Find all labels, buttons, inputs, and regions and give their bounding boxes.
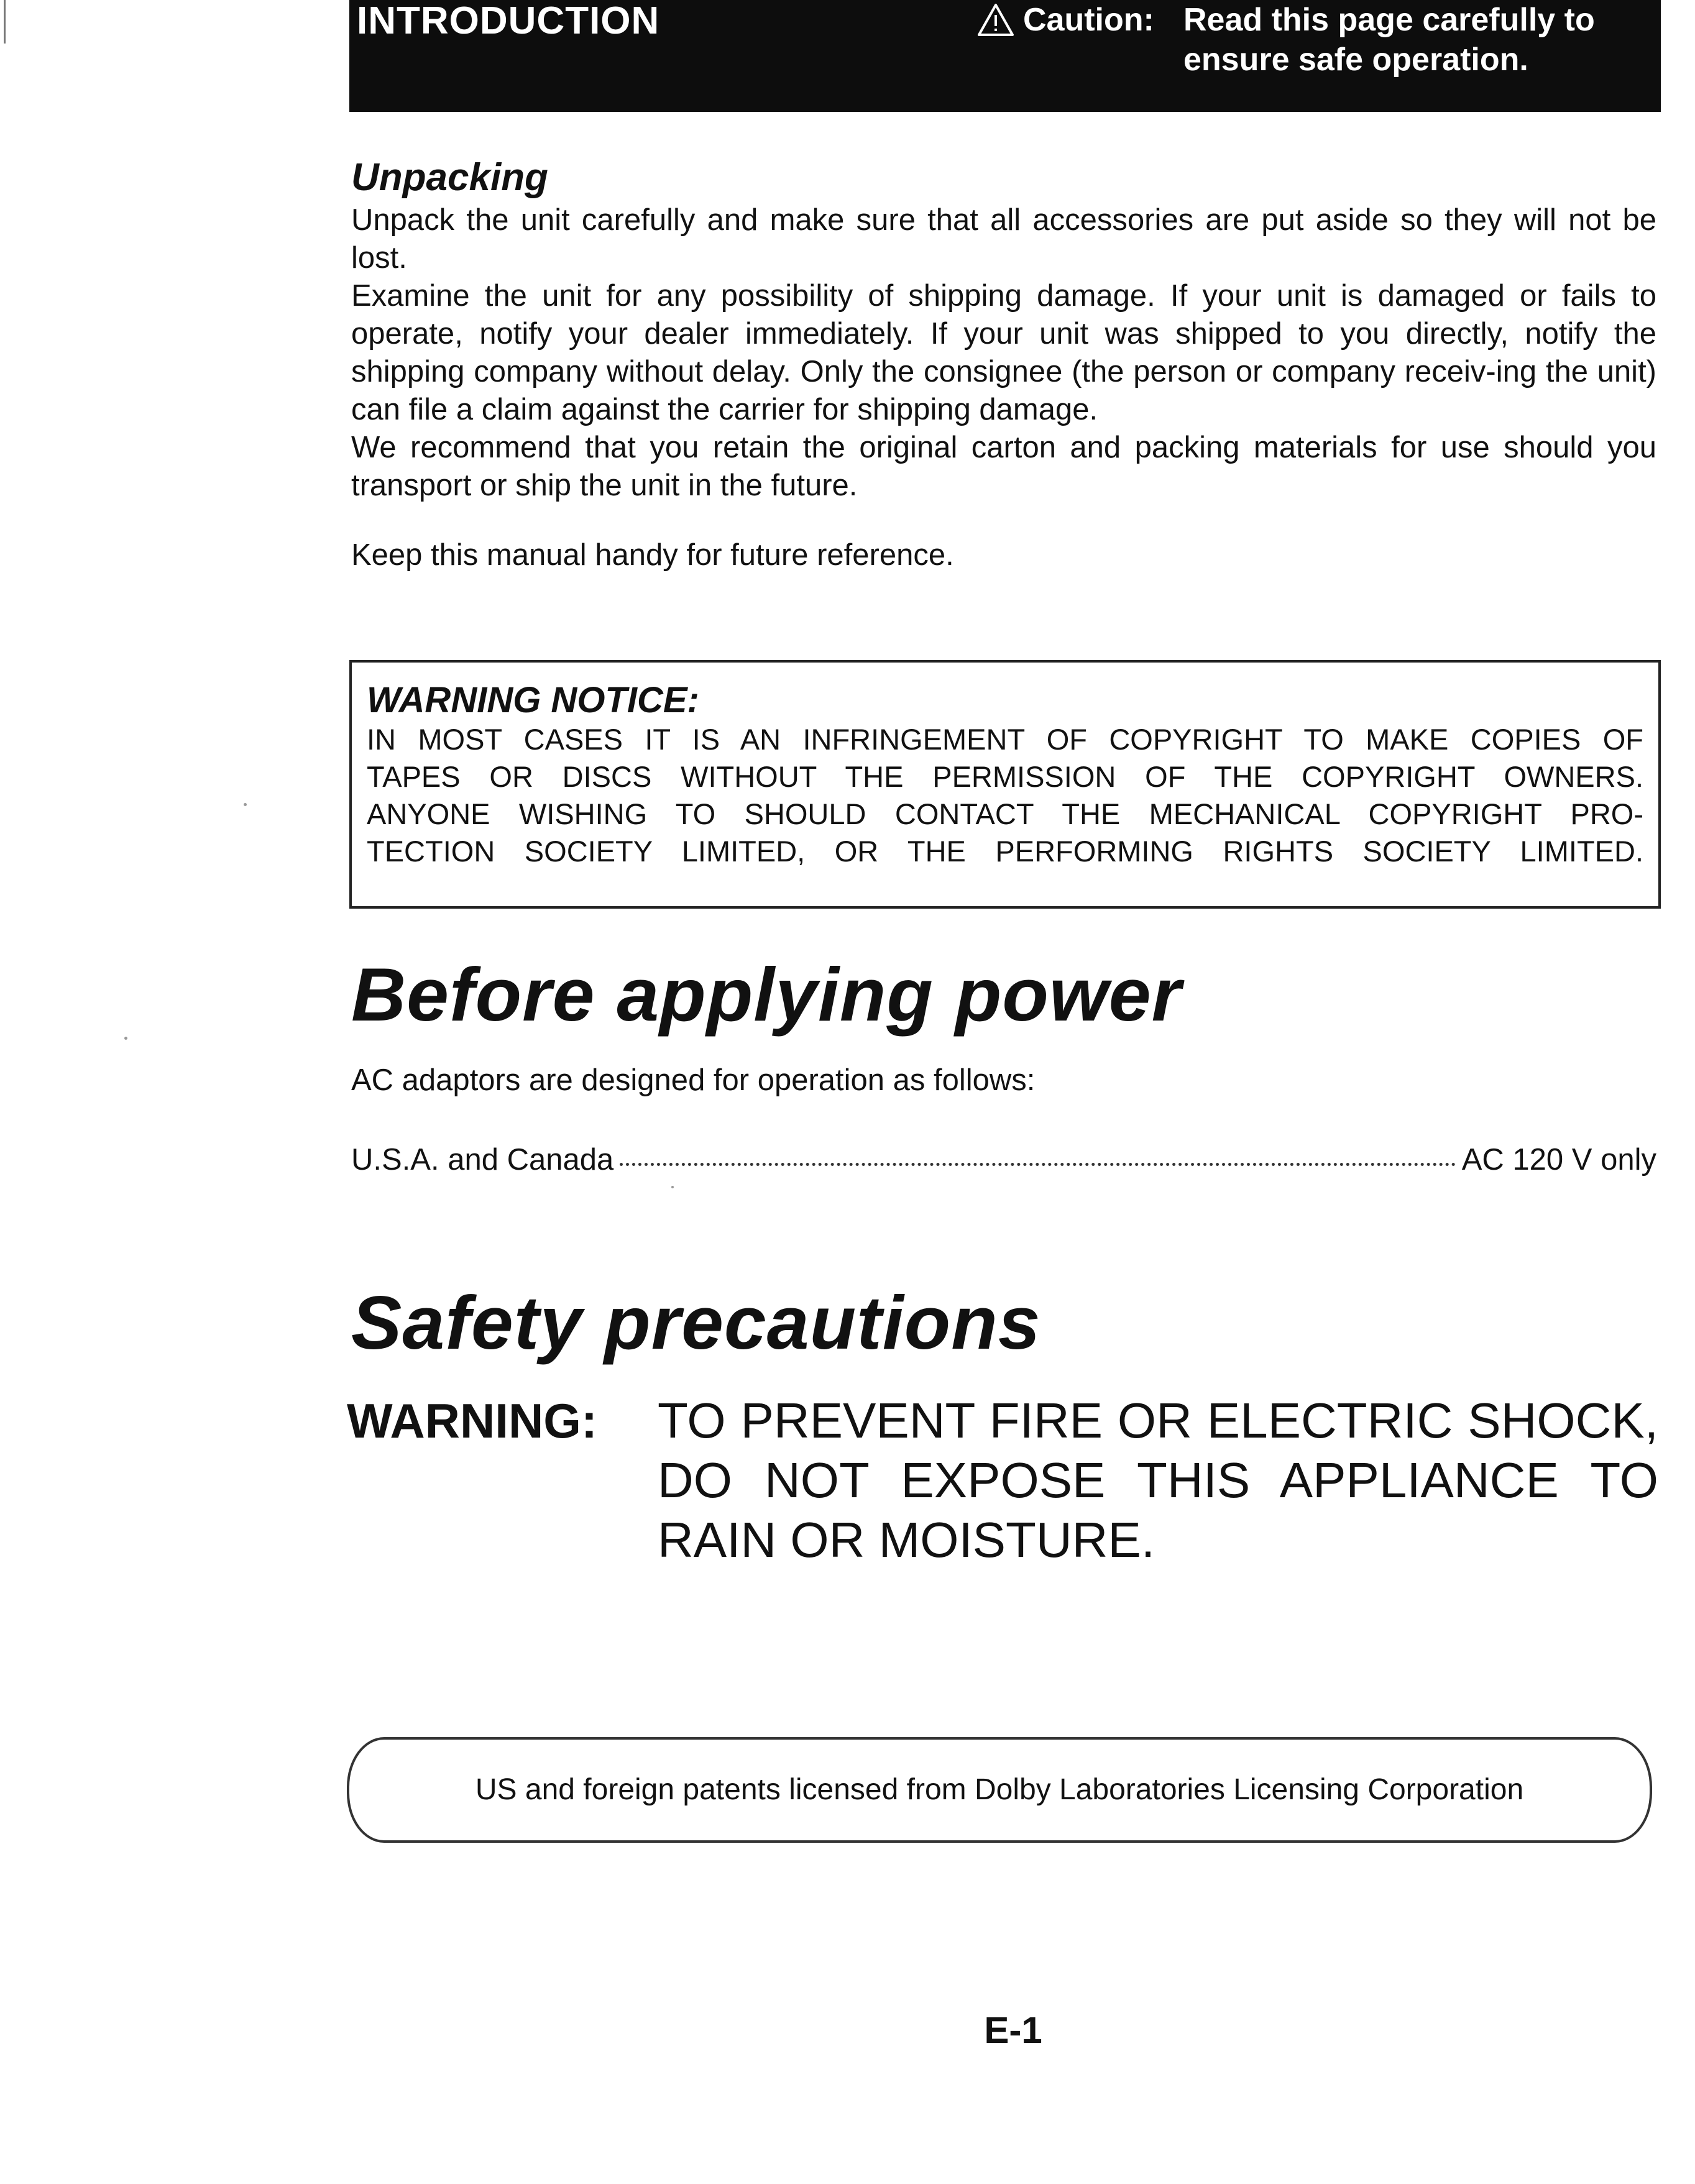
safety-warning-label: WARNING: <box>347 1393 597 1448</box>
dot-leader <box>620 1163 1456 1166</box>
caution-notice-line: Read this page carefully to <box>1183 2 1595 38</box>
unpacking-paragraph: We recommend that you retain the original carton and packing materials for use should you transport or ship the unit in the future. <box>351 431 1656 502</box>
warning-notice-heading: WARNING NOTICE: <box>367 680 699 720</box>
caution-label <box>977 0 1154 40</box>
margin-mark <box>4 0 6 44</box>
keep-manual-text: Keep this manual handy for future reference. <box>351 538 954 572</box>
patent-text: US and foreign patents licensed from Dolby Laboratories Licensing Corporation <box>475 1773 1524 1806</box>
safety-warning-line: RAIN OR MOISTURE. <box>658 1512 1155 1567</box>
safety-warning-text <box>658 1391 1658 1570</box>
power-intro <box>351 1062 1656 1099</box>
safety-warning-line: DO NOT EXPOSE THIS APPLIANCE TO <box>658 1452 1658 1508</box>
manual-reference-note <box>351 536 1656 574</box>
scan-speck <box>124 1037 127 1040</box>
region-label: U.S.A. and Canada <box>351 1143 614 1177</box>
unpacking-section <box>351 154 1656 505</box>
scan-speck <box>244 803 247 806</box>
scan-speck <box>671 1186 674 1188</box>
section-title: INTRODUCTION <box>357 0 660 42</box>
safety-heading: Safety precautions <box>351 1280 1041 1365</box>
patent-notice-box <box>347 1737 1652 1843</box>
warning-notice-line: ANYONE WISHING TO SHOULD CONTACT THE MECHANICAL COPYRIGHT PRO- <box>367 797 1643 830</box>
caution-notice <box>1183 0 1656 80</box>
voltage-spec-row <box>351 1141 1656 1178</box>
unpacking-heading: Unpacking <box>351 156 548 199</box>
safety-warning <box>347 1391 1658 1570</box>
voltage-value: AC 120 V only <box>1461 1143 1656 1177</box>
warning-triangle-icon <box>977 2 1014 37</box>
warning-notice-box <box>349 660 1661 909</box>
section-header-bar <box>349 0 1661 112</box>
power-intro-text: AC adaptors are designed for operation as follows: <box>351 1063 1036 1097</box>
unpacking-paragraph: Unpack the unit carefully and make sure that all accessories are put aside so they will not be lost. <box>351 203 1656 275</box>
page-number: E-1 <box>984 2009 1042 2051</box>
safety-warning-line: TO PREVENT FIRE OR ELECTRIC SHOCK, <box>658 1393 1658 1448</box>
warning-notice-line: IN MOST CASES IT IS AN INFRINGEMENT OF COPYRIGHT TO MAKE COPIES OF <box>367 723 1643 756</box>
caution-text: Caution: <box>1023 2 1154 38</box>
warning-notice-line: TAPES OR DISCS WITHOUT THE PERMISSION OF THE COPYRIGHT OWNERS. <box>367 760 1643 793</box>
warning-notice-line: TECTION SOCIETY LIMITED, OR THE PERFORMING RIGHTS SOCIETY LIMITED. <box>367 835 1643 868</box>
unpacking-paragraph: Examine the unit for any possibility of shipping damage. If your unit is damaged or fails to operate, notify your dealer immediately. If your unit was shipped to you directly, notify the shipping company without delay. Only the consignee (the person or company receiv-ing the unit) can file a claim against the carrier for shipping damage. <box>351 279 1656 426</box>
power-heading: Before applying power <box>351 952 1182 1037</box>
caution-notice-line: ensure safe operation. <box>1183 42 1528 78</box>
